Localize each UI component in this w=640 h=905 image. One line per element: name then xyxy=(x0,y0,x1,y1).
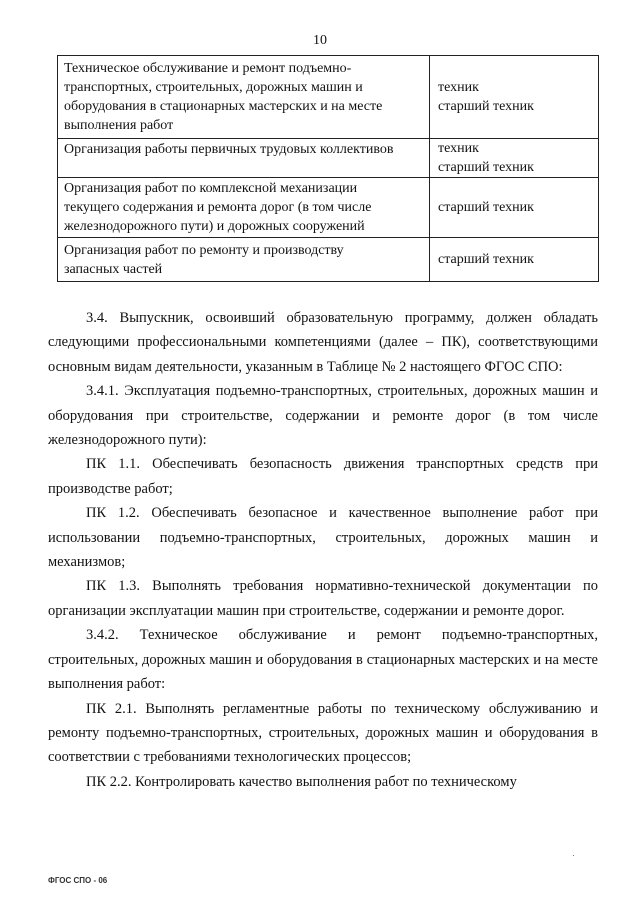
activity-line: запасных частей xyxy=(64,261,163,277)
activity-line: транспортных, строительных, дорожных машин и xyxy=(64,80,363,95)
qualification-cell xyxy=(430,139,599,178)
qualification-cell xyxy=(430,238,599,282)
competency-pk-1-2: ПК 1.2. Обеспечивать безопасное и качественное выполнение работ при использовании подъемно-транспортных, строительных, дорожных машин и механизмов; xyxy=(48,505,598,571)
table-row xyxy=(58,56,599,139)
activity-line: Организация работ по ремонту и производству xyxy=(64,242,344,258)
activity-line: текущего содержания и ремонта дорог (в том числе xyxy=(64,200,372,215)
qualification-cell xyxy=(430,56,599,139)
table-row xyxy=(58,238,599,282)
page-number: 10 xyxy=(313,33,327,48)
qualification-line: старший техник xyxy=(438,160,534,175)
competency-pk-2-2: ПК 2.2. Контролировать качество выполнения работ по техническому xyxy=(86,773,517,790)
paragraph-3-4-2: 3.4.2. Техническое обслуживание и ремонт подъемно-транспортных, строительных, дорожных машин и оборудования в стационарных мастерских и на месте выполнения работ: xyxy=(48,627,598,693)
paragraph-3-4: 3.4. Выпускник, освоивший образовательную программу, должен обладать следующими профессиональными компетенциями (далее – ПК), соответствующими основным видам деятельности, указанным в Таблице № 2 настоящего ФГОС СПО: xyxy=(48,310,598,375)
activity-line: Организация работы первичных трудовых коллективов xyxy=(64,142,394,157)
competency-pk-1-3: ПК 1.3. Выполнять требования нормативно-технической документации по организации эксплуатации машин при строительстве, содержании и ремонте дорог. xyxy=(48,578,598,619)
paragraph-3-4-1: 3.4.1. Эксплуатация подъемно-транспортных, строительных, дорожных машин и оборудования при строительстве, содержании и ремонте дорог (в том числе железнодорожного пути): xyxy=(48,383,598,449)
activity-cell xyxy=(58,238,430,282)
qualification-line: старший техник xyxy=(438,252,534,267)
footer-label: ФГОС СПО - 06 xyxy=(48,876,108,885)
activity-line: железнодорожного пути) и дорожных сооружений xyxy=(64,219,365,234)
qualification-line: старший техник xyxy=(438,200,534,215)
body-text xyxy=(48,306,598,794)
qualification-table xyxy=(57,55,599,282)
table-row xyxy=(58,178,599,238)
activity-cell xyxy=(58,139,430,178)
table-row xyxy=(58,139,599,178)
qualification-line: старший техник xyxy=(438,99,534,114)
scan-artifact xyxy=(573,855,574,856)
qualification-line: техник xyxy=(438,141,479,156)
activity-line: оборудования в стационарных мастерских и на месте xyxy=(64,99,383,114)
activity-line: выполнения работ xyxy=(64,118,174,133)
qualification-cell xyxy=(430,178,599,238)
competency-pk-2-1: ПК 2.1. Выполнять регламентные работы по техническому обслуживанию и ремонту подъемно-транспортных, строительных, дорожных машин и оборудования в соответствии с требованиями технологических процессов; xyxy=(48,700,598,766)
activity-line: Организация работ по комплексной механизации xyxy=(64,181,358,196)
activity-cell xyxy=(58,56,430,139)
activity-cell xyxy=(58,178,430,238)
competency-pk-1-1: ПК 1.1. Обеспечивать безопасность движения транспортных средств при производстве работ; xyxy=(48,456,598,497)
qualification-line: техник xyxy=(438,80,479,95)
activity-line: Техническое обслуживание и ремонт подъемно- xyxy=(64,61,352,76)
